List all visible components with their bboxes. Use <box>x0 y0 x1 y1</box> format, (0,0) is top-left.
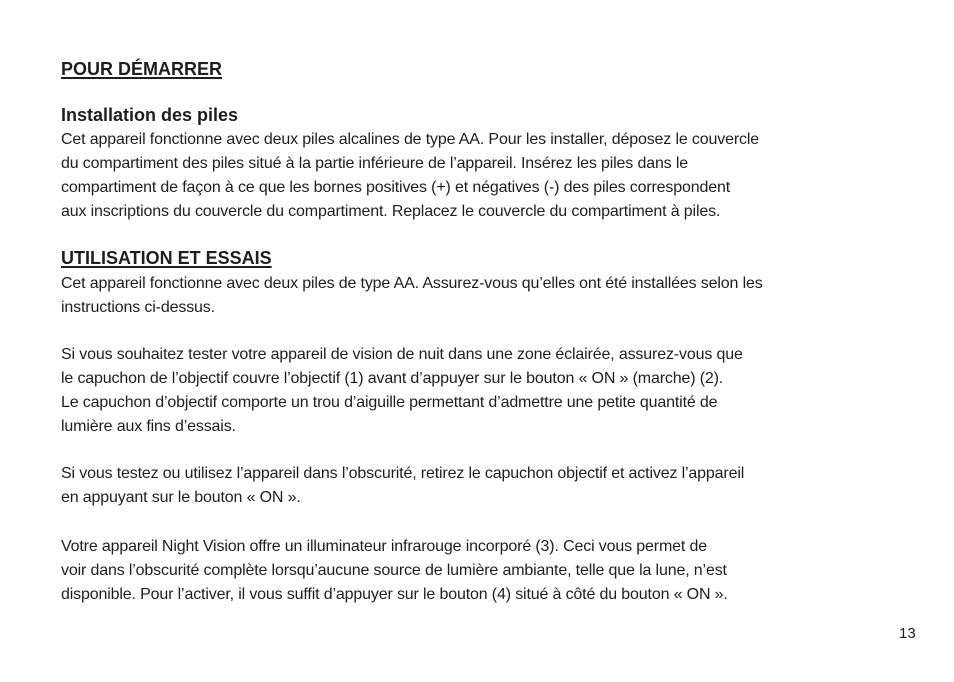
section-heading-getting-started: POUR DÉMARRER <box>61 59 223 79</box>
paragraph-usage-intro <box>61 272 763 320</box>
text-line: voir dans l’obscurité complète lorsqu’aucune source de lumière ambiante, telle que la lune, n’est <box>61 562 727 579</box>
paragraph-test-lit-area <box>61 343 743 439</box>
paragraph-test-dark <box>61 462 744 510</box>
text-line: en appuyant sur le bouton « ON ». <box>61 489 301 506</box>
text-line: lumière aux fins d’essais. <box>61 418 236 435</box>
page-number: 13 <box>899 625 916 642</box>
text-line: Le capuchon d’objectif comporte un trou d’aiguille permettant d’admettre une petite quantité de <box>61 394 718 411</box>
text-line: Si vous souhaitez tester votre appareil de vision de nuit dans une zone éclairée, assurez-vous que <box>61 346 743 363</box>
subheading-battery-installation: Installation des piles <box>61 105 239 125</box>
text-line: Cet appareil fonctionne avec deux piles de type AA. Assurez-vous qu’elles ont été installées selon les <box>61 275 763 292</box>
paragraph-infrared-illuminator <box>61 535 728 607</box>
text-line: disponible. Pour l’activer, il vous suffit d’appuyer sur le bouton (4) situé à côté du bouton « ON ». <box>61 586 728 603</box>
text-line: Votre appareil Night Vision offre un illuminateur infrarouge incorporé (3). Ceci vous permet de <box>61 538 707 555</box>
text-line: aux inscriptions du couvercle du compartiment. Replacez le couvercle du compartiment à piles. <box>61 203 721 220</box>
text-line: compartiment de façon à ce que les bornes positives (+) et négatives (-) des piles correspondent <box>61 179 731 196</box>
text-line: Si vous testez ou utilisez l’appareil dans l’obscurité, retirez le capuchon objectif et activez l’appareil <box>61 465 745 482</box>
text-line: du compartiment des piles situé à la partie inférieure de l’appareil. Insérez les piles dans le <box>61 155 688 172</box>
paragraph-battery-installation <box>61 128 759 224</box>
text-line: Cet appareil fonctionne avec deux piles alcalines de type AA. Pour les installer, déposez le couvercle <box>61 131 760 148</box>
section-heading-usage-testing: UTILISATION ET ESSAIS <box>61 248 272 268</box>
text-line: le capuchon de l’objectif couvre l’objectif (1) avant d’appuyer sur le bouton « ON » (marche) (2). <box>61 370 724 387</box>
text-line: instructions ci-dessus. <box>61 299 215 316</box>
